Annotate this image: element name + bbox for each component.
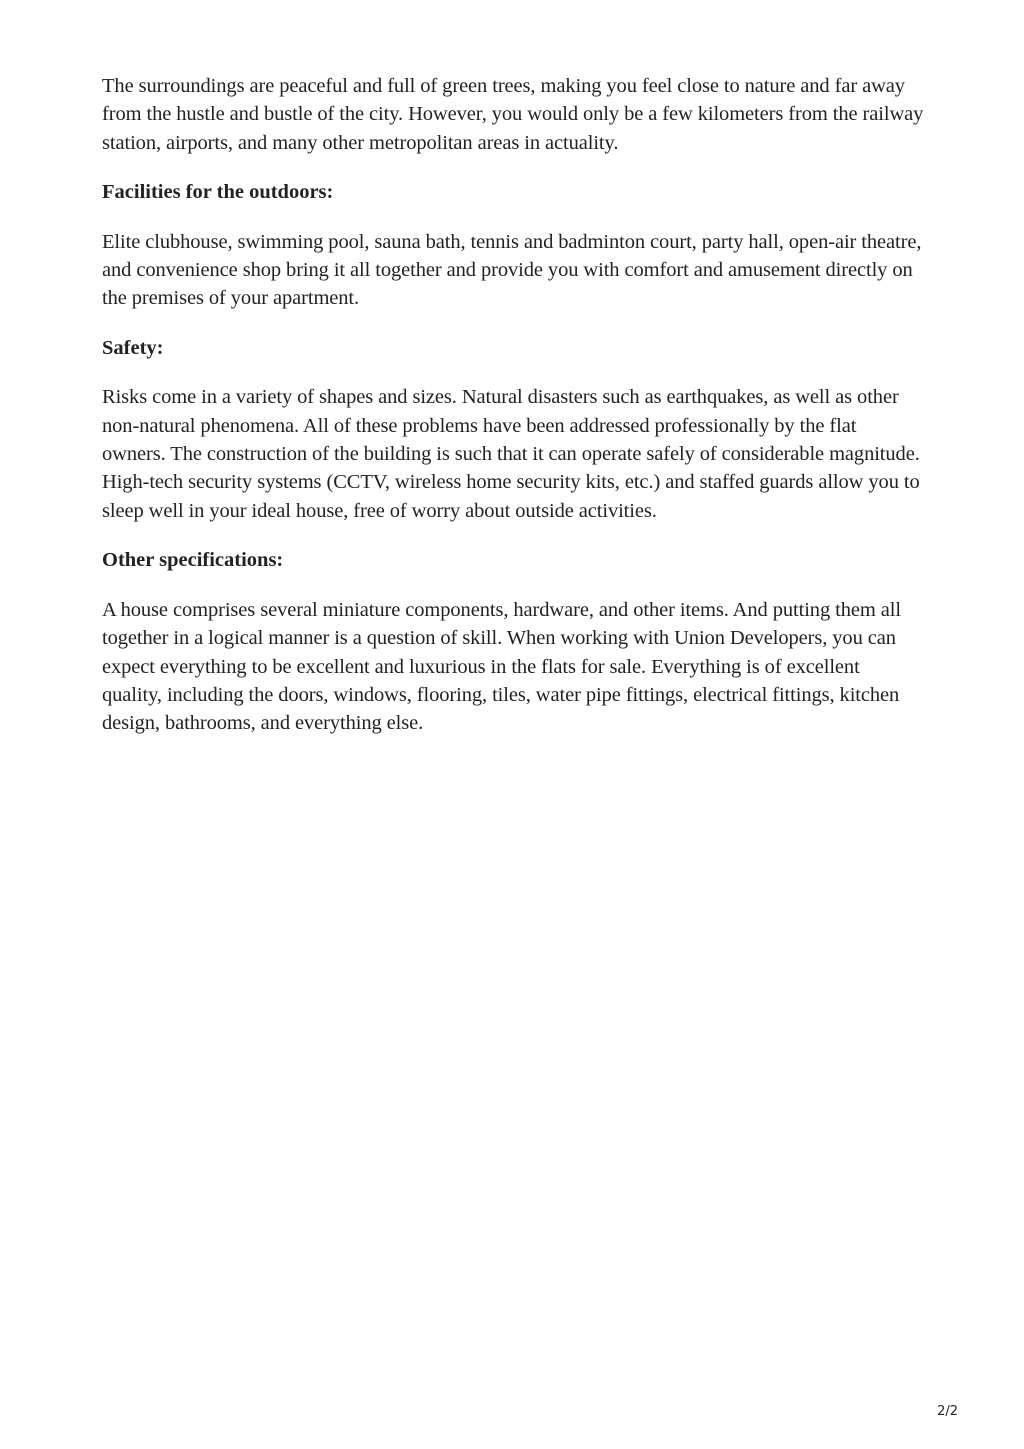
page-number: 2/2: [937, 1404, 958, 1419]
document-body: [102, 72, 924, 759]
safety-paragraph: Risks come in a variety of shapes and sizes. Natural disasters such as earthquakes, as well as other non-natural phenomena. All of these problems have been addressed professionally by the flat owners. The construction of the building is such that it can operate safely of considerable magnitude. High-tech security systems (CCTV, wireless home security kits, etc.) and staffed guards allow you to sleep well in your ideal house, free of worry about outside activities.: [102, 386, 920, 522]
outdoor-facilities-paragraph: Elite clubhouse, swimming pool, sauna bath, tennis and badminton court, party hall, open-air theatre, and convenience shop bring it all together and provide you with comfort and amusement directly on the premises of your apartment.: [102, 230, 922, 310]
other-specifications-paragraph: A house comprises several miniature components, hardware, and other items. And putting them all together in a logical manner is a question of skill. When working with Union Developers, you can expect everything to be excellent and luxurious in the flats for sale. Everything is of excellent quality, including the doors, windows, flooring, tiles, water pipe fittings, electrical fittings, kitchen design, bathrooms, and everything else.: [102, 598, 901, 735]
safety-heading: Safety:: [102, 336, 164, 359]
other-specifications-heading: Other specifications:: [102, 549, 284, 572]
outdoor-facilities-heading: Facilities for the outdoors:: [102, 181, 334, 204]
intro-paragraph: The surroundings are peaceful and full of green trees, making you feel close to nature and far away from the hustle and bustle of the city. However, you would only be a few kilometers from the railway station, airports, and many other metropolitan areas in actuality.: [102, 75, 924, 154]
